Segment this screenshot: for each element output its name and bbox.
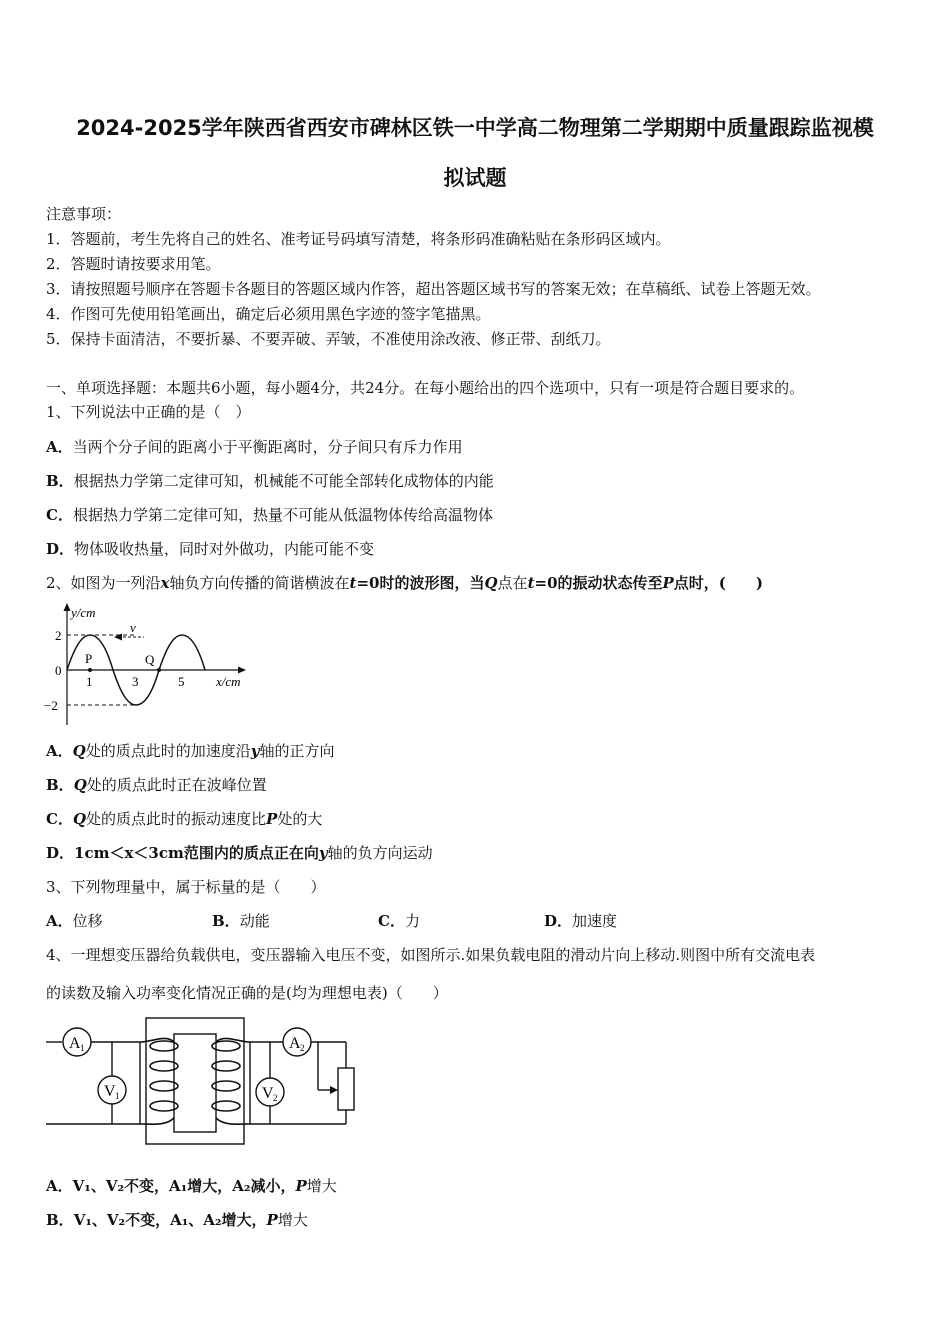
option-text: 处的大 bbox=[277, 810, 323, 828]
load-rheostat bbox=[338, 1068, 354, 1110]
q4-stem-line2: 的读数及输入功率变化情况正确的是(均为理想电表)（ ） bbox=[46, 984, 448, 1002]
ammeter-a2-label: A bbox=[289, 1035, 301, 1052]
q2-stem bbox=[46, 572, 763, 593]
option-text: 当两个分子间的距离小于平衡距离时，分子间只有斥力作用 bbox=[72, 438, 463, 456]
voltmeter-v2-sub: 2 bbox=[273, 1093, 278, 1103]
q1-stem: 1、下列说法中正确的是（ ） bbox=[46, 403, 251, 421]
point-p-label: P bbox=[85, 651, 93, 666]
option-text: 处的质点此时的振动速度比 bbox=[86, 810, 267, 828]
x-tick-5: 5 bbox=[178, 674, 185, 689]
q1-option-c bbox=[46, 504, 493, 525]
transformer-circuit-figure bbox=[40, 1012, 370, 1152]
option-text: 力 bbox=[404, 912, 420, 930]
wave-figure bbox=[40, 600, 270, 730]
option-text: 根据热力学第二定律可知，机械能不可能全部转化成物体的内能 bbox=[73, 472, 494, 490]
q2-option-d bbox=[46, 842, 433, 863]
option-symbol: P bbox=[295, 1177, 307, 1195]
option-text: 增大 bbox=[306, 1177, 337, 1195]
option-label: A． bbox=[46, 1177, 73, 1195]
option-text: 处的质点此时的加速度沿 bbox=[85, 742, 251, 760]
q1-option-d bbox=[46, 538, 374, 559]
stem-symbol: Q bbox=[484, 574, 498, 592]
option-label: C． bbox=[378, 912, 405, 930]
x-axis-arrow bbox=[238, 667, 246, 674]
page-title-line1: 2024-2025学年陕西省西安市碑林区铁一中学高二物理第二学期期中质量跟踪监视模 bbox=[76, 116, 874, 140]
stem-part: 点时，( ) bbox=[673, 574, 763, 592]
point-q-marker bbox=[157, 668, 161, 672]
q2-option-b bbox=[46, 774, 267, 795]
notice-item-1: 1．答题前，考生先将自己的姓名、准考证号码填写清楚，将条形码准确粘贴在条形码区域内。 bbox=[46, 230, 671, 248]
y-axis-arrow bbox=[64, 603, 71, 611]
transformer-core-inner bbox=[174, 1034, 216, 1132]
point-p-marker bbox=[88, 668, 92, 672]
option-label: B． bbox=[46, 776, 74, 794]
point-q-label: Q bbox=[145, 652, 155, 667]
stem-symbol: P bbox=[662, 574, 674, 592]
ammeter-a1-label: A bbox=[69, 1035, 81, 1052]
option-text: 1cm＜x＜3cm范围内的质点正在向 bbox=[74, 844, 319, 862]
option-label: C． bbox=[46, 506, 73, 524]
notice-heading: 注意事项： bbox=[46, 205, 122, 223]
option-text: V₁、V₂不变，A₁增大，A₂减小， bbox=[72, 1177, 296, 1195]
option-text: V₁、V₂不变，A₁、A₂增大， bbox=[73, 1211, 267, 1229]
option-label: A． bbox=[46, 912, 73, 930]
x-tick-3: 3 bbox=[132, 674, 139, 689]
y-tick-0: 0 bbox=[55, 663, 62, 678]
option-symbol: Q bbox=[73, 776, 87, 794]
ammeter-a2-sub: 2 bbox=[300, 1043, 305, 1053]
option-text: 加速度 bbox=[572, 912, 618, 930]
option-text: 根据热力学第二定律可知，热量不可能从低温物体传给高温物体 bbox=[72, 506, 493, 524]
q3-option-a bbox=[46, 910, 212, 931]
option-text: 增大 bbox=[277, 1211, 308, 1229]
q3-options bbox=[46, 910, 617, 931]
notice-item-5: 5．保持卡面清洁，不要折暴、不要弄破、弄皱，不准使用涂改液、修正带、刮纸刀。 bbox=[46, 330, 611, 348]
stem-part: 2、如图为一列沿 bbox=[46, 574, 161, 592]
velocity-label: v bbox=[130, 620, 136, 635]
slider-arrowhead bbox=[330, 1086, 338, 1094]
q3-option-b bbox=[212, 910, 378, 931]
q4-option-b bbox=[46, 1209, 308, 1230]
option-label: D． bbox=[46, 540, 75, 558]
option-text: 轴的负方向运动 bbox=[327, 844, 433, 862]
option-text: 轴的正方向 bbox=[259, 742, 335, 760]
velocity-arrow-head bbox=[114, 634, 122, 641]
q4-option-a bbox=[46, 1175, 337, 1196]
notice-item-2: 2．答题时请按要求用笔。 bbox=[46, 255, 221, 273]
option-text: 动能 bbox=[239, 912, 270, 930]
section-heading: 一、单项选择题：本题共6小题，每小题4分，共24分。在每小题给出的四个选项中，只有一项是符合题目要求的。 bbox=[46, 379, 805, 397]
voltmeter-v1-label: V bbox=[104, 1083, 116, 1100]
option-text: 处的质点此时正在波峰位置 bbox=[86, 776, 267, 794]
option-symbol: y bbox=[318, 844, 328, 862]
q4-stem-line1: 4、一理想变压器给负载供电，变压器输入电压不变，如图所示.如果负载电阻的滑动片向上移动.则图中所有交流电表 bbox=[46, 946, 816, 964]
y-tick-neg2: −2 bbox=[44, 698, 58, 713]
option-symbol: P bbox=[266, 810, 278, 828]
q1-option-a bbox=[46, 436, 463, 457]
voltmeter-v1-sub: 1 bbox=[115, 1091, 120, 1101]
option-label: B． bbox=[212, 912, 240, 930]
q2-option-c bbox=[46, 808, 322, 829]
stem-symbol: x bbox=[160, 574, 170, 592]
stem-part: 点在 bbox=[497, 574, 528, 592]
notice-item-3: 3．请按照题号顺序在答题卡各题目的答题区域内作答，超出答题区域书写的答案无效；在草稿纸、试卷上答题无效。 bbox=[46, 280, 821, 298]
q2-option-a bbox=[46, 740, 334, 761]
notice-item-4: 4．作图可先使用铅笔画出，确定后必须用黑色字迹的签字笔描黑。 bbox=[46, 305, 491, 323]
page-title-line2: 拟试题 bbox=[443, 166, 507, 190]
option-label: A． bbox=[46, 742, 73, 760]
x-axis-label: x/cm bbox=[216, 674, 241, 689]
option-label: B． bbox=[46, 1211, 74, 1229]
stem-part: =0的振动状态传至 bbox=[534, 574, 663, 592]
stem-symbol: t bbox=[527, 574, 535, 592]
stem-symbol: t bbox=[349, 574, 357, 592]
option-text: 位移 bbox=[72, 912, 103, 930]
stem-part: 轴负方向传播的简谐横波在 bbox=[169, 574, 350, 592]
q3-stem: 3、下列物理量中，属于标量的是（ ） bbox=[46, 878, 326, 896]
q1-option-b bbox=[46, 470, 494, 491]
option-label: A． bbox=[46, 438, 73, 456]
option-symbol: y bbox=[250, 742, 260, 760]
x-tick-1: 1 bbox=[86, 674, 93, 689]
option-label: B． bbox=[46, 472, 74, 490]
voltmeter-v2-label: V bbox=[262, 1085, 274, 1102]
q3-option-d bbox=[544, 910, 617, 931]
q3-option-c bbox=[378, 910, 544, 931]
option-label: C． bbox=[46, 810, 73, 828]
option-symbol: Q bbox=[72, 810, 87, 828]
option-symbol: Q bbox=[72, 742, 86, 760]
y-tick-2: 2 bbox=[55, 628, 62, 643]
ammeter-a1-sub: 1 bbox=[80, 1043, 85, 1053]
y-axis-label: y/cm bbox=[71, 605, 96, 620]
option-label: D． bbox=[544, 912, 573, 930]
option-symbol: P bbox=[266, 1211, 278, 1229]
stem-part: =0时的波形图，当 bbox=[356, 574, 485, 592]
option-text: 物体吸收热量，同时对外做功，内能可能不变 bbox=[74, 540, 375, 558]
option-label: D． bbox=[46, 844, 75, 862]
